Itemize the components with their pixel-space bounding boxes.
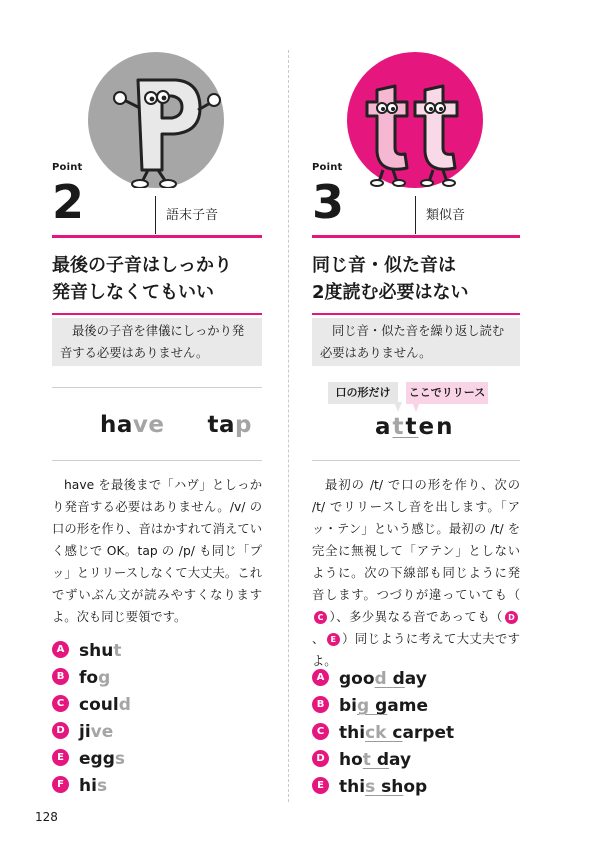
list-item: E this shop [312,776,427,798]
first-t: t [392,414,406,440]
point-label: Point [52,162,83,173]
badge-d: D [312,750,329,767]
badge-f: F [52,776,69,793]
point-label: Point [312,162,343,173]
list-item: C could [52,694,131,716]
column-divider [288,50,289,802]
tag-mouth-shape-only: 口の形だけ [328,382,398,404]
p-character-icon [88,52,224,188]
example-atten: atten [375,414,455,440]
badge-e-inline: E [327,633,340,646]
example-rule-top [52,387,262,388]
point-topic: 類似音 [426,208,466,223]
explanation-paragraph [52,474,262,628]
badge-e: E [312,777,329,794]
badge-a: A [312,669,329,686]
heading-line-2: 2度読む必要はない [312,282,469,303]
heading-line-1: 同じ音・似た音は [312,255,456,276]
point-number: 2 [52,175,85,229]
badge-b: B [52,668,69,685]
point-number: 3 [312,175,345,229]
list-item: C thick carpet [312,722,454,744]
list-item: D jive [52,721,113,743]
badge-c-inline: C [314,611,327,624]
letters-tt-character-illustration [347,52,483,188]
intro-box [52,318,262,366]
heading-line-2: 発音しなくてもいい [52,282,214,303]
badge-e: E [52,749,69,766]
list-item: B big game [312,695,428,717]
example-rule-bottom [52,460,262,461]
badge-b: B [312,696,329,713]
example-have: have [100,412,165,438]
second-t: t [405,414,419,440]
tt-characters-icon [347,52,483,188]
badge-d: D [52,722,69,739]
heading-rule-bottom [312,313,520,315]
badge-d-inline: D [505,611,518,624]
page-number: 128 [35,810,58,824]
explanation-text: have を最後まで「ハヴ」としっかり発音する必要はありません。/v/ の口の形を作り、音はかすれて消えていく感じで OK。tap の /p/ も同じ「プッ」とリリースしなくて大丈夫。これでずいぶん文が読みやすくなりますよ。次も同じ要領です。 [52,478,262,624]
heading-rule-bottom [52,313,262,315]
heading-line-1: 最後の子音はしっかり [52,255,232,276]
example-rule-bottom [312,460,520,461]
list-item: E eggs [52,748,125,770]
list-item: B fog [52,667,110,689]
badge-a: A [52,641,69,658]
example-tap: tap [207,412,253,438]
list-item: A good day [312,668,427,690]
list-item: D hot day [312,749,411,771]
badge-c: C [52,695,69,712]
intro-box [312,318,520,366]
intro-text: 同じ音・似た音を繰り返し読む必要はありません。 [320,324,505,360]
section-heading [52,252,270,306]
tag-release-here: ここでリリース [406,382,488,404]
badge-c: C [312,723,329,740]
example-words [100,412,252,438]
list-item: A shut [52,640,121,662]
list-item: F his [52,775,107,797]
letter-p-character-illustration [88,52,224,188]
section-heading [312,252,530,306]
point-topic: 語末子音 [166,208,219,223]
heading-rule-top [312,235,520,238]
intro-text: 最後の子音を律儀にしっかり発音する必要はありません。 [60,324,245,360]
heading-rule-top [52,235,262,238]
explanation-paragraph: 最初の /t/ で口の形を作り、次の /t/ でリリースし音を出します。「アッ・テン」という感じ。最初の /t/ を完全に無視して「アテン」としないように。次の下線部も同じように発音します。つづりが違っていても（C ）、多少異なる音であっても（ D、 E ）同じように考えて大丈夫ですよ。 [312,478,520,668]
